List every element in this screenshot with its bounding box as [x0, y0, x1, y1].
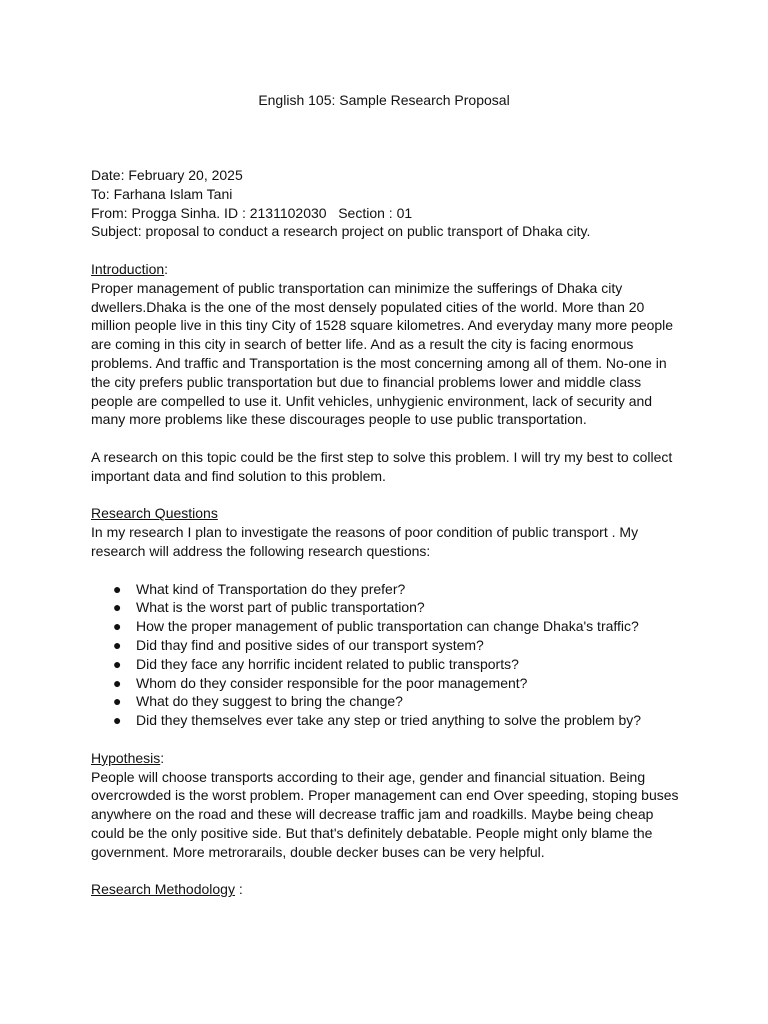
list-item: [91, 580, 681, 599]
list-item-text: What kind of Transportation do they prefer?: [136, 580, 406, 597]
hypothesis-paragraph: People will choose transports according to their age, gender and financial situation. Being overcrowded is the worst problem. Proper management can end Over speeding, stoping buses anywhere on the road and these will decrease traffic jam and roadkills. Maybe being cheap could be the only positive side. But that's definitely debatable. People might only blame the government. More metrorarails, double decker buses can be very helpful.: [91, 768, 679, 860]
research-questions-heading-line: [91, 504, 681, 523]
bullet-icon: ●: [113, 618, 122, 635]
introduction-heading: Introduction: [91, 260, 165, 277]
document-title: English 105: Sample Research Proposal: [258, 92, 510, 108]
memo-from: From: Progga Sinha. ID : 2131102030 Section : 01: [91, 204, 413, 221]
methodology-heading: Research Methodology: [91, 881, 235, 898]
bullet-icon: ●: [113, 655, 122, 672]
hypothesis-heading: Hypothesis: [91, 749, 161, 766]
list-item: [91, 711, 681, 730]
bullet-icon: ●: [113, 580, 122, 597]
research-questions-intro: In my research I plan to investigate the reasons of poor condition of public transport . My research will address the following research questions:: [91, 524, 639, 559]
introduction-heading-line: [91, 260, 681, 279]
list-item-text: What do they suggest to bring the change?: [136, 693, 403, 710]
list-item-text: How the proper management of public transportation can change Dhaka's traffic?: [136, 618, 639, 635]
hypothesis-heading-suffix: :: [160, 749, 165, 766]
hypothesis-heading-line: [91, 749, 681, 768]
bullet-icon: ●: [113, 693, 122, 710]
list-item-text: Did they themselves ever take any step or tried anything to solve the problem by?: [136, 712, 642, 729]
list-item-text: Did they face any horrific incident related to public transports?: [136, 655, 519, 672]
bullet-icon: ●: [113, 674, 122, 691]
methodology-heading-suffix: :: [234, 881, 243, 898]
list-item-text: What is the worst part of public transportation?: [136, 599, 425, 616]
memo-to: To: Farhana Islam Tani: [91, 185, 233, 202]
list-item: [91, 617, 681, 636]
list-item: [91, 692, 681, 711]
list-item: [91, 598, 681, 617]
list-item: [91, 674, 681, 693]
memo-subject: Subject: proposal to conduct a research project on public transport of Dhaka city.: [91, 223, 591, 240]
list-item-text: Did thay find and positive sides of our transport system?: [136, 636, 484, 653]
list-item-text: Whom do they consider responsible for the poor management?: [136, 674, 528, 691]
methodology-heading-line: [91, 880, 681, 899]
document-body: [91, 166, 681, 899]
introduction-paragraph-1: Proper management of public transportation can minimize the sufferings of Dhaka city dwellers.Dhaka is the one of the most densely populated cities of the world. More than 20 million people live in this tiny City of 1528 square kilometres. And everyday many more people are coming in this city in search of better life. And as a result the city is facing enormous problems. And traffic and Transportation is the most concerning among all of them. No-one in the city prefers public transportation but due to financial problems lower and middle class people are compelled to use it. Unfit vehicles, unhygienic environment, lack of security and many more problems like these discourages people to use public transportation.: [91, 279, 674, 428]
research-questions-heading: Research Questions: [91, 505, 218, 522]
research-questions-list: [91, 580, 681, 730]
bullet-icon: ●: [113, 599, 122, 616]
introduction-paragraph-2: A research on this topic could be the first step to solve this problem. I will try my best to collect important data and find solution to this problem.: [91, 448, 673, 484]
bullet-icon: ●: [113, 636, 122, 653]
introduction-heading-suffix: :: [164, 260, 169, 277]
list-item: [91, 636, 681, 655]
bullet-icon: ●: [113, 712, 122, 729]
list-item: [91, 655, 681, 674]
memo-date: Date: February 20, 2025: [91, 167, 243, 183]
